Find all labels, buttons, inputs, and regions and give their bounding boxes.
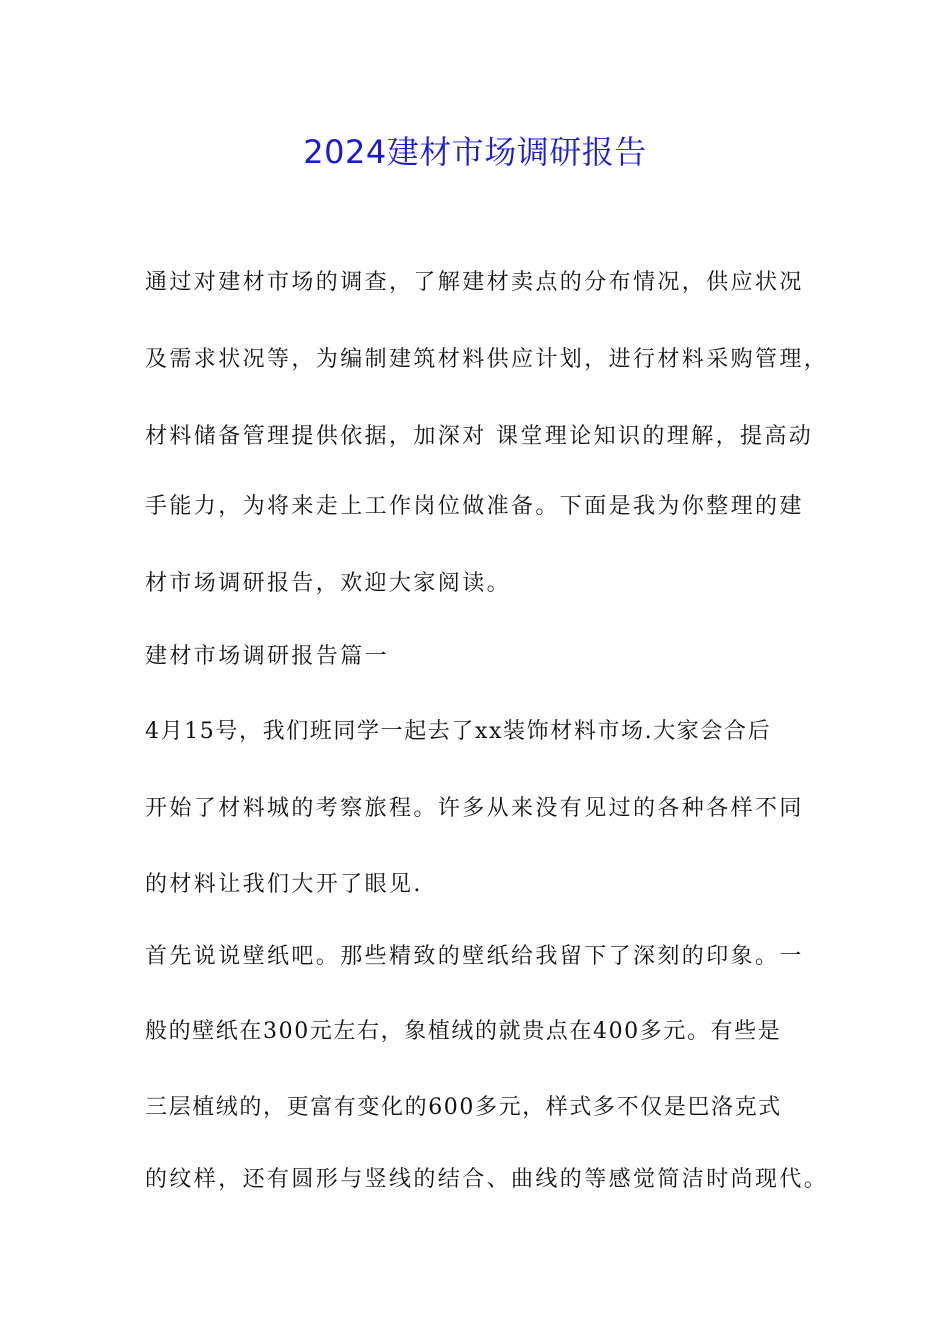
paragraph-line: 三层植绒的，更富有变化的600多元，样式多不仅是巴洛克式	[145, 1095, 782, 1120]
paragraph-line: 首先说说壁纸吧。那些精致的壁纸给我留下了深刻的印象。一	[145, 944, 804, 969]
paragraph-line: 开始了材料城的考察旅程。许多从来没有见过的各种各样不同	[145, 796, 804, 821]
paragraph-line: 手能力，为将来走上工作岗位做准备。下面是我为你整理的建	[145, 494, 804, 519]
paragraph-line: 的材料让我们大开了眼见.	[145, 872, 423, 897]
document-title: 2024建材市场调研报告	[303, 133, 647, 171]
section-heading: 建材市场调研报告篇一	[145, 644, 390, 669]
paragraph-line: 4月15号，我们班同学一起去了xx装饰材料市场.大家会合后	[145, 719, 772, 744]
paragraph-line: 材市场调研报告，欢迎大家阅读。	[145, 571, 512, 596]
paragraph-line: 般的壁纸在300元左右，象植绒的就贵点在400多元。有些是	[145, 1019, 782, 1044]
paragraph-line: 材料储备管理提供依据，加深对 课堂理论知识的理解，提高动	[145, 424, 814, 449]
paragraph-line: 通过对建材市场的调查，了解建材卖点的分布情况，供应状况	[145, 270, 804, 295]
paragraph-line: 及需求状况等，为编制建筑材料供应计划，进行材料采购管理，	[145, 347, 829, 372]
paragraph-line: 的纹样，还有圆形与竖线的结合、曲线的等感觉简洁时尚现代。	[145, 1167, 829, 1192]
